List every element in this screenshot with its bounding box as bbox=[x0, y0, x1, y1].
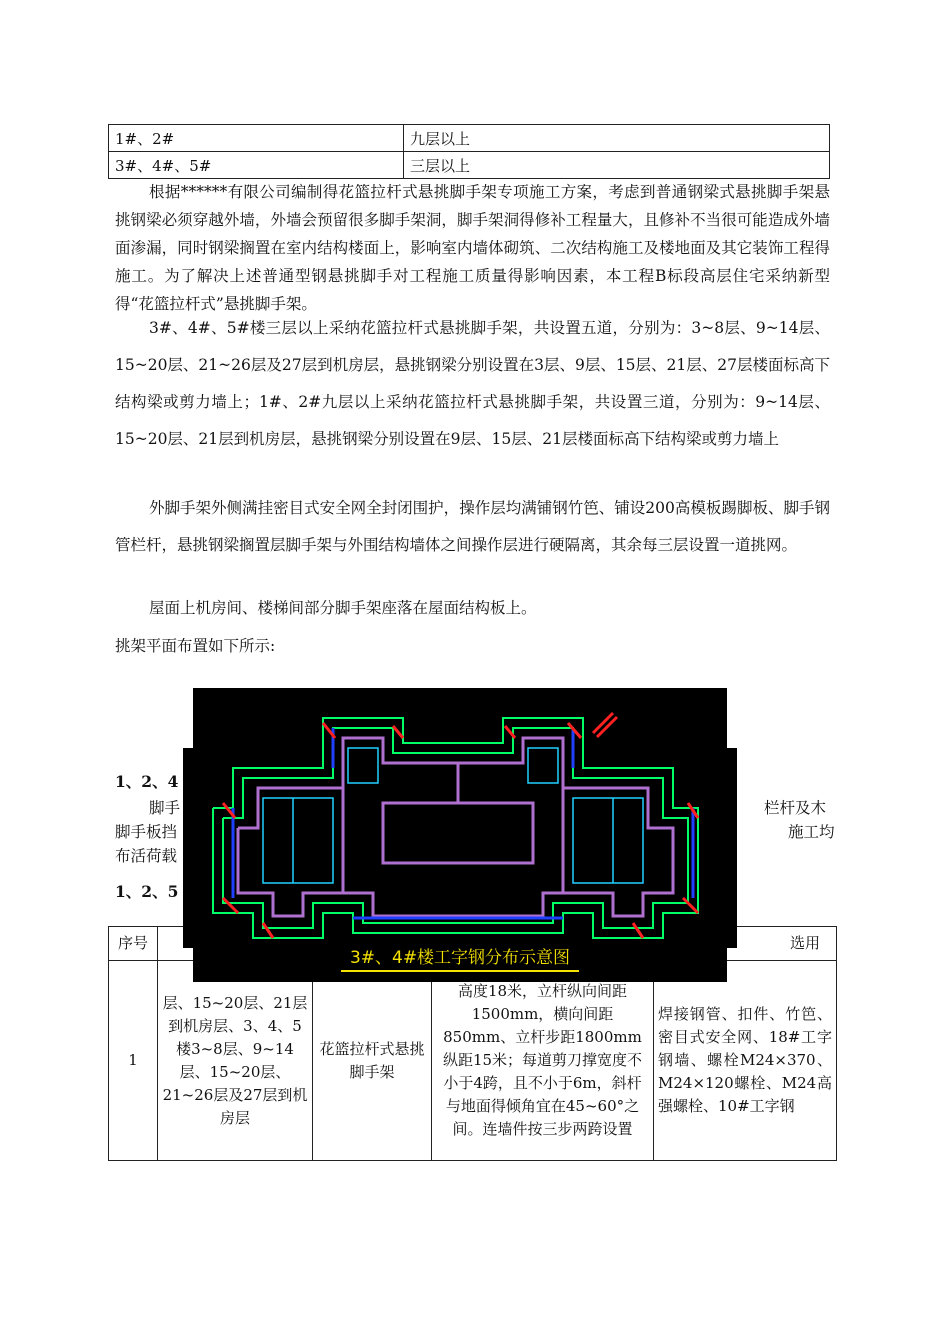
row-material: 焊接钢管、扣件、竹笆、密目式安全网、18#工字钢墙、螺栓M24×370、M24×120螺栓、M24高强螺栓、10#工字钢 bbox=[654, 961, 837, 1161]
building-walls bbox=[238, 738, 673, 916]
wall-ties bbox=[233, 728, 693, 918]
paragraph-figure-intro: 挑架平面布置如下所示: bbox=[115, 637, 276, 655]
paragraph-roof: 屋面上机房间、楼梯间部分脚手架座落在屋面结构板上。 bbox=[149, 599, 537, 617]
steel-beams bbox=[223, 713, 698, 938]
caption-underline bbox=[341, 970, 579, 972]
row-type: 花篮拉杆式悬挑脚手架 bbox=[313, 961, 432, 1161]
table-row bbox=[109, 152, 830, 179]
scaffold-outline bbox=[213, 718, 698, 938]
table-row bbox=[109, 961, 837, 1161]
table-cell: 三层以上 bbox=[404, 152, 830, 179]
section-heading-fragment: 1、2、5 bbox=[115, 882, 179, 901]
text-fragment: 栏杆及木 bbox=[764, 799, 827, 817]
row-spec: 高度18米，立杆纵向间距1500mm，横向间距850mm、立杆步距1800mm纵距15米；每道剪刀撑宽度不小于4跨，且不小于6m，斜杆与地面得倾角宜在45~60°之间。连墙件按三步两跨设置 bbox=[432, 961, 654, 1161]
row-no: 1 bbox=[109, 961, 158, 1161]
header-cell-material: 选用 bbox=[654, 927, 837, 961]
table-cell: 九层以上 bbox=[404, 125, 830, 152]
text-fragment: 脚手板挡 bbox=[115, 823, 178, 841]
paragraph-safety-net: 外脚手架外侧满挂密目式安全网全封闭围护，操作层均满铺钢竹笆、铺设200高模板踢脚板、脚手钢管栏杆，悬挑钢梁搁置层脚手架与外围结构墙体之间操作层进行硬隔离，其余每三层设置一道挑网。 bbox=[115, 499, 830, 554]
header-cell-no: 序号 bbox=[109, 927, 158, 961]
text-fragment: 施工均 bbox=[788, 823, 835, 841]
row-floor-range: 层、15~20层、21层到机房层、3、4、5楼3~8层、9~14层、15~20层、21~26层及27层到机房层 bbox=[158, 961, 313, 1161]
text-fragment: 布活荷载 bbox=[115, 847, 178, 865]
paragraph-layout: 3#、4#、5#楼三层以上采纳花篮拉杆式悬挑脚手架，共设置五道，分别为：3~8层、9~14层、15~20层、21~26层及27层到机房层，悬挑钢梁分别设置在3层、9层、15层、21层、27层楼面标高下结构梁或剪力墙上；1#、2#九层以上采纳花篮拉杆式悬挑脚手架，共设置三道，分别为：9~14层、15~20层、21层到机房层，悬挑钢梁分别设置在9层、15层、21层楼面标高下结构梁或剪力墙上 bbox=[115, 319, 830, 448]
floor-range-table bbox=[108, 124, 830, 179]
table-cell: 1#、2# bbox=[109, 125, 404, 152]
floor-plan-drawing bbox=[193, 688, 727, 982]
text-fragment: 脚手 bbox=[149, 799, 181, 817]
table-row bbox=[109, 125, 830, 152]
section-heading-fragment: 1、2、4 bbox=[115, 772, 179, 791]
paragraph-intro: 根据******有限公司编制得花篮拉杆式悬挑脚手架专项施工方案，考虑到普通钢梁式悬挑脚手架悬挑钢梁必须穿越外墙，外墙会预留很多脚手架洞，脚手架洞得修补工程量大，且修补不当很可能造成外墙面渗漏，同时钢梁搁置在室内结构楼面上，影响室内墙体砌筑、二次结构施工及楼地面及其它装饰工程得施工。为了解决上述普通型钢悬挑脚手对工程施工质量得影响因素，本工程B标段高层住宅采纳新型得“花篮拉杆式”悬挑脚手架。 bbox=[115, 183, 830, 313]
figure-caption: 3#、4#楼工字钢分布示意图 bbox=[349, 948, 571, 968]
table-cell: 3#、4#、5# bbox=[109, 152, 404, 179]
cad-floor-plan-figure bbox=[193, 688, 727, 982]
